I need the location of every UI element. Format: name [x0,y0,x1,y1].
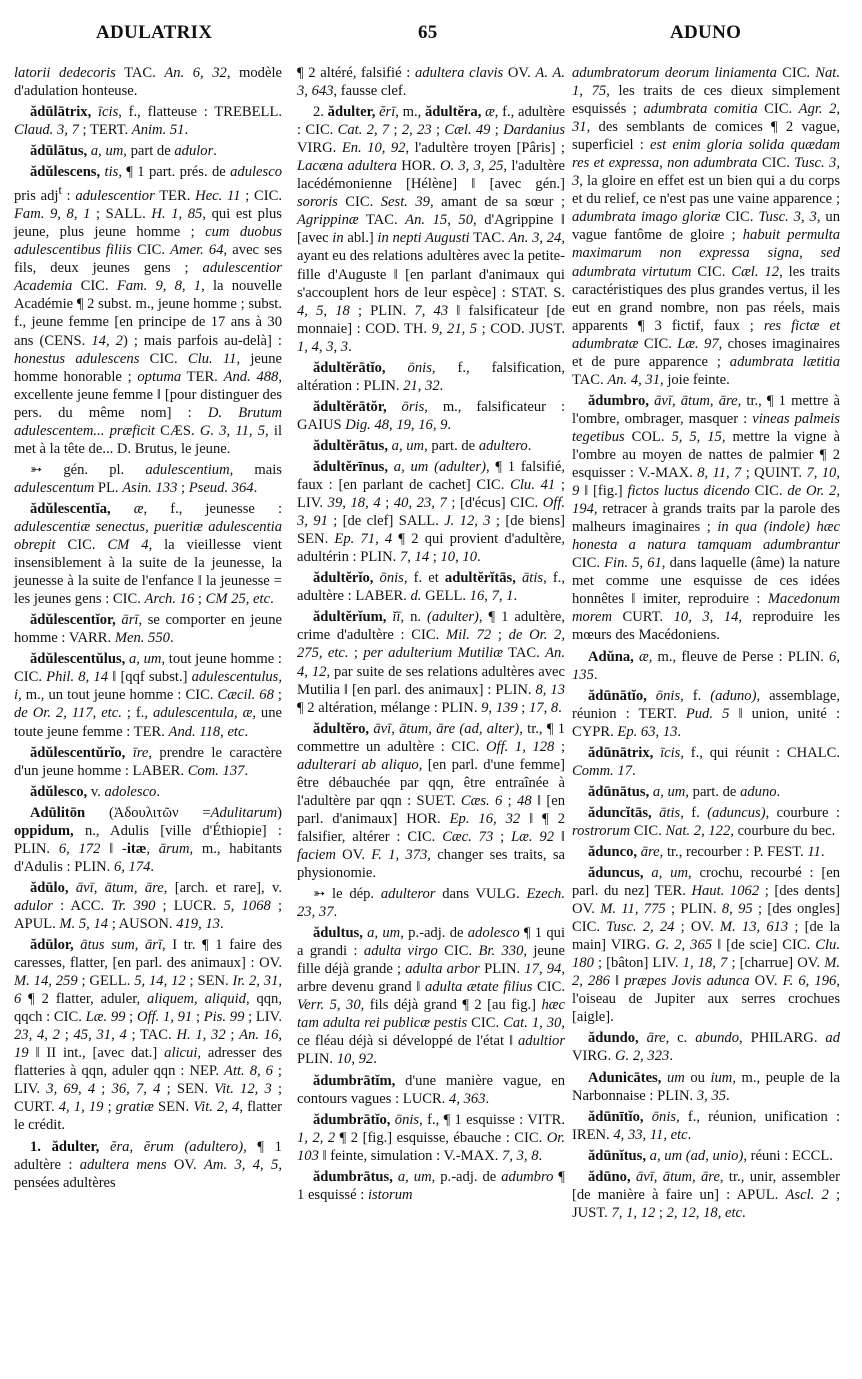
dictionary-entry: 2. ădulter, ĕrī, m., ădultĕra, æ, f., adultère : CIC. Cat. 2, 7 ; 2, 23 ; Cæl. 49 ; Dardanius VIRG. En. 10, 92, l'adultère troyen [Pâris] ; Lacæna adultera HOR. O. 3, 3, 25, l'adultère lacédémonienne [Hélène] ‖ [avec gén.] sororis CIC. Sest. 39, amant de sa sœur ; Agrippinæ TAC. An. 15, 50, d'Agrippine ‖ [avec in abl.] in nepti Augusti TAC. An. 3, 24, ayant eu des relations adultères avec la petite-fille d'Auguste ‖ [en parlant d'animaux qui s'accouplent hors de leur espèce] : STAT. S. 4, 5, 18 ; PLIN. 7, 43 ‖ falsificateur [de monnaie] : COD. TH. 9, 21, 5 ; COD. JUST. 1, 4, 3, 3. [297,104,566,355]
dictionary-entry: ădūlo, āvī, ātum, āre, [arch. et rare], v. adulor : ACC. Tr. 390 ; LUCR. 5, 1068 ; APUL. M. 5, 14 ; AUSON. 419, 13. [14,879,283,932]
dictionary-entry: ădundo, āre, c. abundo, PHILARG. ad VIRG. G. 2, 323. [572,1030,840,1065]
dictionary-entry: ădūnātrix, īcis, f., qui réunit : CHALC. Comm. 17. [572,744,840,779]
dictionary-entry: ădumbrātus, a, um, p.-adj. de adumbro ¶ 1 esquissé : istorum [297,1168,566,1203]
dictionary-entry: ădūnītĭo, ōnis, f., réunion, unification : IREN. 4, 33, 11, etc. [572,1108,841,1143]
header-last-headword: ADUNO [670,22,742,43]
dictionary-entry: ădultĕrātĭo, ōnis, f., falsification, altération : PLIN. 21, 32. [297,359,565,394]
dictionary-entry: ¶ 2 altéré, falsifié : adultera clavis OV. A. A. 3, 643, fausse clef. [297,65,565,100]
header-first-headword: ADULATRIX [96,22,213,43]
dictionary-entry: ădūlātus, a, um, part de adulor. [30,143,217,160]
dictionary-entry: ăduncĭtās, ātis, f. (aduncus), courbure : rostrorum CIC. Nat. 2, 122, courbure du bec. [572,804,840,839]
dictionary-entry: Adunicātes, um ou ium, m., peuple de la Narbonnaise : PLIN. 3, 35. [572,1069,840,1104]
page-number: 65 [418,22,438,43]
dictionary-entry: ădultĕrĭo, ōnis, f. et adultĕrĭtās, ātis, f., adultère : LABER. d. GELL. 16, 7, 1. [297,570,565,605]
dictionary-entry: ădultĕrĭum, ĭī, n. (adulter), ¶ 1 adultère, crime d'adultère : CIC. Mil. 72 ; de Or. 2, 275, etc. ; per adulterium Mutiliæ TAC. An. 4, 12, par suite de ses relations adultères avec Mutilia ‖ [en parl. des animaux] : PLIN. 8, 13 ¶ 2 altération, mélange : PLIN. 9, 139 ; 17, 8. [297,609,566,716]
dictionary-entry: ădūno, āvī, ātum, āre, tr., unir, assembler [de manière à faire un] : APUL. Ascl. 2 ; JUST. 7, 1, 12 ; 2, 12, 18, etc. [572,1168,840,1221]
dictionary-entry: ădumbrātĭm, d'une manière vague, en contours vagues : LUCR. 4, 363. [297,1072,565,1107]
dictionary-entry: ădūnĭtus, a, um (ad, unio), réuni : ECCL. [588,1147,833,1164]
dictionary-entry: ădŭlescentŭlus, a, um, tout jeune homme : CIC. Phil. 8, 14 ‖ [qqf subst.] adulescentulus, i, m., un tout jeune homme : CIC. Cæcil. 68 ; de Or. 2, 117, etc. ; f., adulescentula, æ, une toute jeune femme : TER. And. 118, etc. [14,651,283,740]
dictionary-entry: ădūnātĭo, ōnis, f. (aduno), assemblage, réunion : TERT. Pud. 5 ‖ union, unité : CYPR. Ep. 63, 13. [572,687,840,740]
dictionary-entry: ădumbro, āvī, ātum, āre, tr., ¶ 1 mettre à l'ombre, ombrager, masquer : vineas palmeis tegetibus COL. 5, 5, 15, mettre la vigne à l'ombre au moyen de nattes de palmier ¶ 2 esquisser : V.-MAX. 8, 11, 7 ; QUINT. 7, 10, 9 ‖ [fig.] fictos luctus dicendo CIC. de Or. 2, 194, retracer à grands traits par la parole des malheurs imaginaires ; in qua (indole) hæc honesta a natura tamquam adumbrantur CIC. Fin. 5, 61, dans laquelle (âme) la nature met comme une esquisse de ces idées honnêtes ‖ imiter, reproduire : Macedonum morem CURT. 10, 3, 14, reproduire les mœurs des Macédoniens. [572,392,841,644]
dictionary-entry: 1. ădulter, ĕra, ĕrum (adultero), ¶ 1 adultère : adultera mens OV. Am. 3, 4, 5, pensées adultères [14,1138,282,1191]
dictionary-entry: latorii dedecoris TAC. An. 6, 32, modèle d'adulation honteuse. [14,65,282,100]
dictionary-entry: ădŭlescens, tis, ¶ 1 part. prés. de adulesco pris adj$^t$ : adulescentior TER. Hec. 11 ; CIC. Fam. 9, 8, 1 ; SALL. H. 1, 85, qui est plus jeune, plus jeune homme ; cum duobus adulescentibus filiis CIC. Amer. 64, avec ses fils, deux jeunes gens ; adulescentior Academia CIC. Fam. 9, 8, 1, la nouvelle Académie ¶ 2 subst. m., jeune homme ; subst. f., jeune femme [en principe de 17 ans à 30 ans (CENS. 14, 2) ; mais parfois au-delà] : honestus adulescens CIC. Clu. 11, jeune homme honorable ; optuma TER. And. 488, excellente jeune femme ‖ [pour distinguer des pers. du même nom] : D. Brutum adulescentem... præficit CÆS. G. 3, 11, 5, il met à la tête de... D. Brutus, le jeune. [14,164,283,457]
dictionary-entry: ădūlātrix, īcis, f., flatteuse : TREBELL. Claud. 3, 7 ; TERT. Anim. 51. [14,104,283,139]
dictionary-entry: adumbratorum deorum liniamenta CIC. Nat. 1, 75, les traits de ces dieux simplement esquissés ; adumbrata comitia CIC. Agr. 2, 31, des semblants de comices ¶ 2 vague, superficiel : est enim gloria solida quædam res et expressa, non adumbrata CIC. Tusc. 3, 3, la gloire en effet est un bien qui a du corps et du relief, ce n'est pas une vaine apparence ; adumbrata imago gloriæ CIC. Tusc. 3, 3, un vague fantôme de gloire ; habuit permulta maximarum non expressa signa, sed adumbrata virtutum CIC. Cæl. 12, les traits caractéristiques des plus grandes vertus, il les eut en grand nombre, non pas réels, mais apparents ¶ 3 fictif, faux ; res fictæ et adumbratæ CIC. Læ. 97, choses imaginaires et de pure apparence ; adumbrata lætitia TAC. An. 4, 31, joie feinte. [572,65,841,388]
dictionary-entry: Adŭna, æ, m., fleuve de Perse : PLIN. 6, 135. [572,648,840,683]
text-column-3 [572,64,840,1225]
text-column-1 [14,64,282,1195]
dictionary-entry: ădunco, āre, tr., recourber : P. FEST. 11. [588,843,825,860]
dictionary-entry: ădultĕrātŏr, ōris, m., falsificateur : GAIUS Dig. 48, 19, 16, 9. [297,398,565,433]
dictionary-entry: ădultĕro, āvī, ātum, āre (ad, alter), tr., ¶ 1 commettre un adultère : CIC. Off. 1, 128 ; adulterari ab aliquo, [en parl. d'une femme] être débauchée par qqn, être entraînée à l'adultère par qqn : SUET. Cæs. 6 ; 48 ‖ [en parl. d'animaux] HOR. Ep. 16, 32 ‖ ¶ 2 falsifier, altérer : CIC. Cæc. 73 ; Læ. 92 ‖ faciem OV. F. 1, 373, changer ses traits, sa physionomie. [297,720,566,882]
running-header [0,22,862,52]
dictionary-entry: ădultĕrīnus, a, um (adulter), ¶ 1 falsifié, faux : [en parlant de cachet] CIC. Clu. 41 ; LIV. 39, 18, 4 ; 40, 23, 7 ; [d'écus] CIC. Off. 3, 91 ; [de clef] SALL. J. 12, 3 ; [de biens] SEN. Ep. 71, 4 ¶ 2 qui provient d'adultère, adultérin : PLIN. 7, 14 ; 10, 10. [297,458,566,566]
text-column-2 [297,64,565,1207]
dictionary-entry: ădŭlescentĭa, æ, f., jeunesse : adulescentiæ senectus, pueritiæ adulescentia obrepit CIC. CM 4, la vieillesse vient insensiblement à la suite de la jeunesse, la jeunesse à la suite de l'enfance ‖ la jeunesse = les jeunes gens : CIC. Arch. 16 ; CM 25, etc. [14,500,282,608]
dictionary-entry: ➳ gén. pl. adulescentium, mais adulescentum PL. Asin. 133 ; Pseud. 364. [14,461,282,496]
dictionary-entry: Adūlitōn (Ἀδουλιτῶν =Adulitarum) oppidum, n., Adulis [ville d'Éthiopie] : PLIN. 6, 172 ‖ -itæ, ārum, m., habitants d'Adulis : PLIN. 6, 174. [14,804,282,875]
dictionary-entry: ădŭlescentĭor, ārī, se comporter en jeune homme : VARR. Men. 550. [14,612,283,647]
dictionary-entry: ădultus, a, um, p.-adj. de adolesco ¶ 1 qui a grandi : adulta virgo CIC. Br. 330, jeune fille déjà grande ; adulta arbor PLIN. 17, 94, arbre devenu grand ‖ adulta ætate filius CIC. Verr. 5, 30, fils déjà grand ¶ 2 [au fig.] hæc tam adulta rei publicæ pestis CIC. Cat. 1, 30, ce fléau déjà si développé de l'état ‖ adultior PLIN. 10, 92. [297,925,566,1068]
dictionary-entry: ădŭlescentŭrĭo, īre, prendre le caractère d'un jeune homme : LABER. Com. 137. [14,744,282,779]
dictionary-entry: ădumbrātĭo, ōnis, f., ¶ 1 esquisse : VITR. 1, 2, 2 ¶ 2 [fig.] esquisse, ébauche : CIC. Or. 103 ‖ feinte, simulation : V.-MAX. 7, 3, 8. [297,1111,565,1164]
dictionary-entry: ădūlor, ātus sum, ārī, I tr. ¶ 1 faire des caresses, flatter, [en parl. des animaux] : OV. M. 14, 259 ; GELL. 5, 14, 12 ; SEN. Ir. 2, 31, 6 ¶ 2 flatter, aduler, aliquem, aliquid, qqn, qqch : CIC. Læ. 99 ; Off. 1, 91 ; Pis. 99 ; LIV. 23, 4, 2 ; 45, 31, 4 ; TAC. H. 1, 32 ; An. 16, 19 ‖ II int., [avec dat.] alicui, adresser des flatteries à qqn, aduler qqn : NEP. Att. 8, 6 ; LIV. 3, 69, 4 ; 36, 7, 4 ; SEN. Vit. 12, 3 ; CURT. 4, 1, 19 ; gratiæ SEN. Vit. 2, 4, flatter le crédit. [14,937,283,1134]
dictionary-entry: ădultĕrātus, a, um, part. de adultero. [313,437,532,454]
dictionary-entry: ădūnātus, a, um, part. de aduno. [588,783,781,800]
dictionary-entry: ➳ le dép. adulteror dans VULG. Ezech. 23, 37. [297,886,565,921]
dictionary-entry: ăduncus, a, um, crochu, recourbé : [en parl. du nez] TER. Haut. 1062 ; [des dents] OV. M. 11, 775 ; PLIN. 8, 95 ; [des ongles] CIC. Tusc. 2, 24 ; OV. M. 13, 613 ; [de la main] VIRG. G. 2, 365 ‖ [de scie] CIC. Clu. 180 ; [bâton] LIV. 1, 18, 7 ; [charrue] OV. M. 2, 286 ‖ præpes Jovis adunca OV. F. 6, 196, l'oiseau de Jupiter aux serres crochues [aigle]. [572,865,841,1026]
dictionary-entry: ădŭlesco, v. adolesco. [30,783,161,800]
